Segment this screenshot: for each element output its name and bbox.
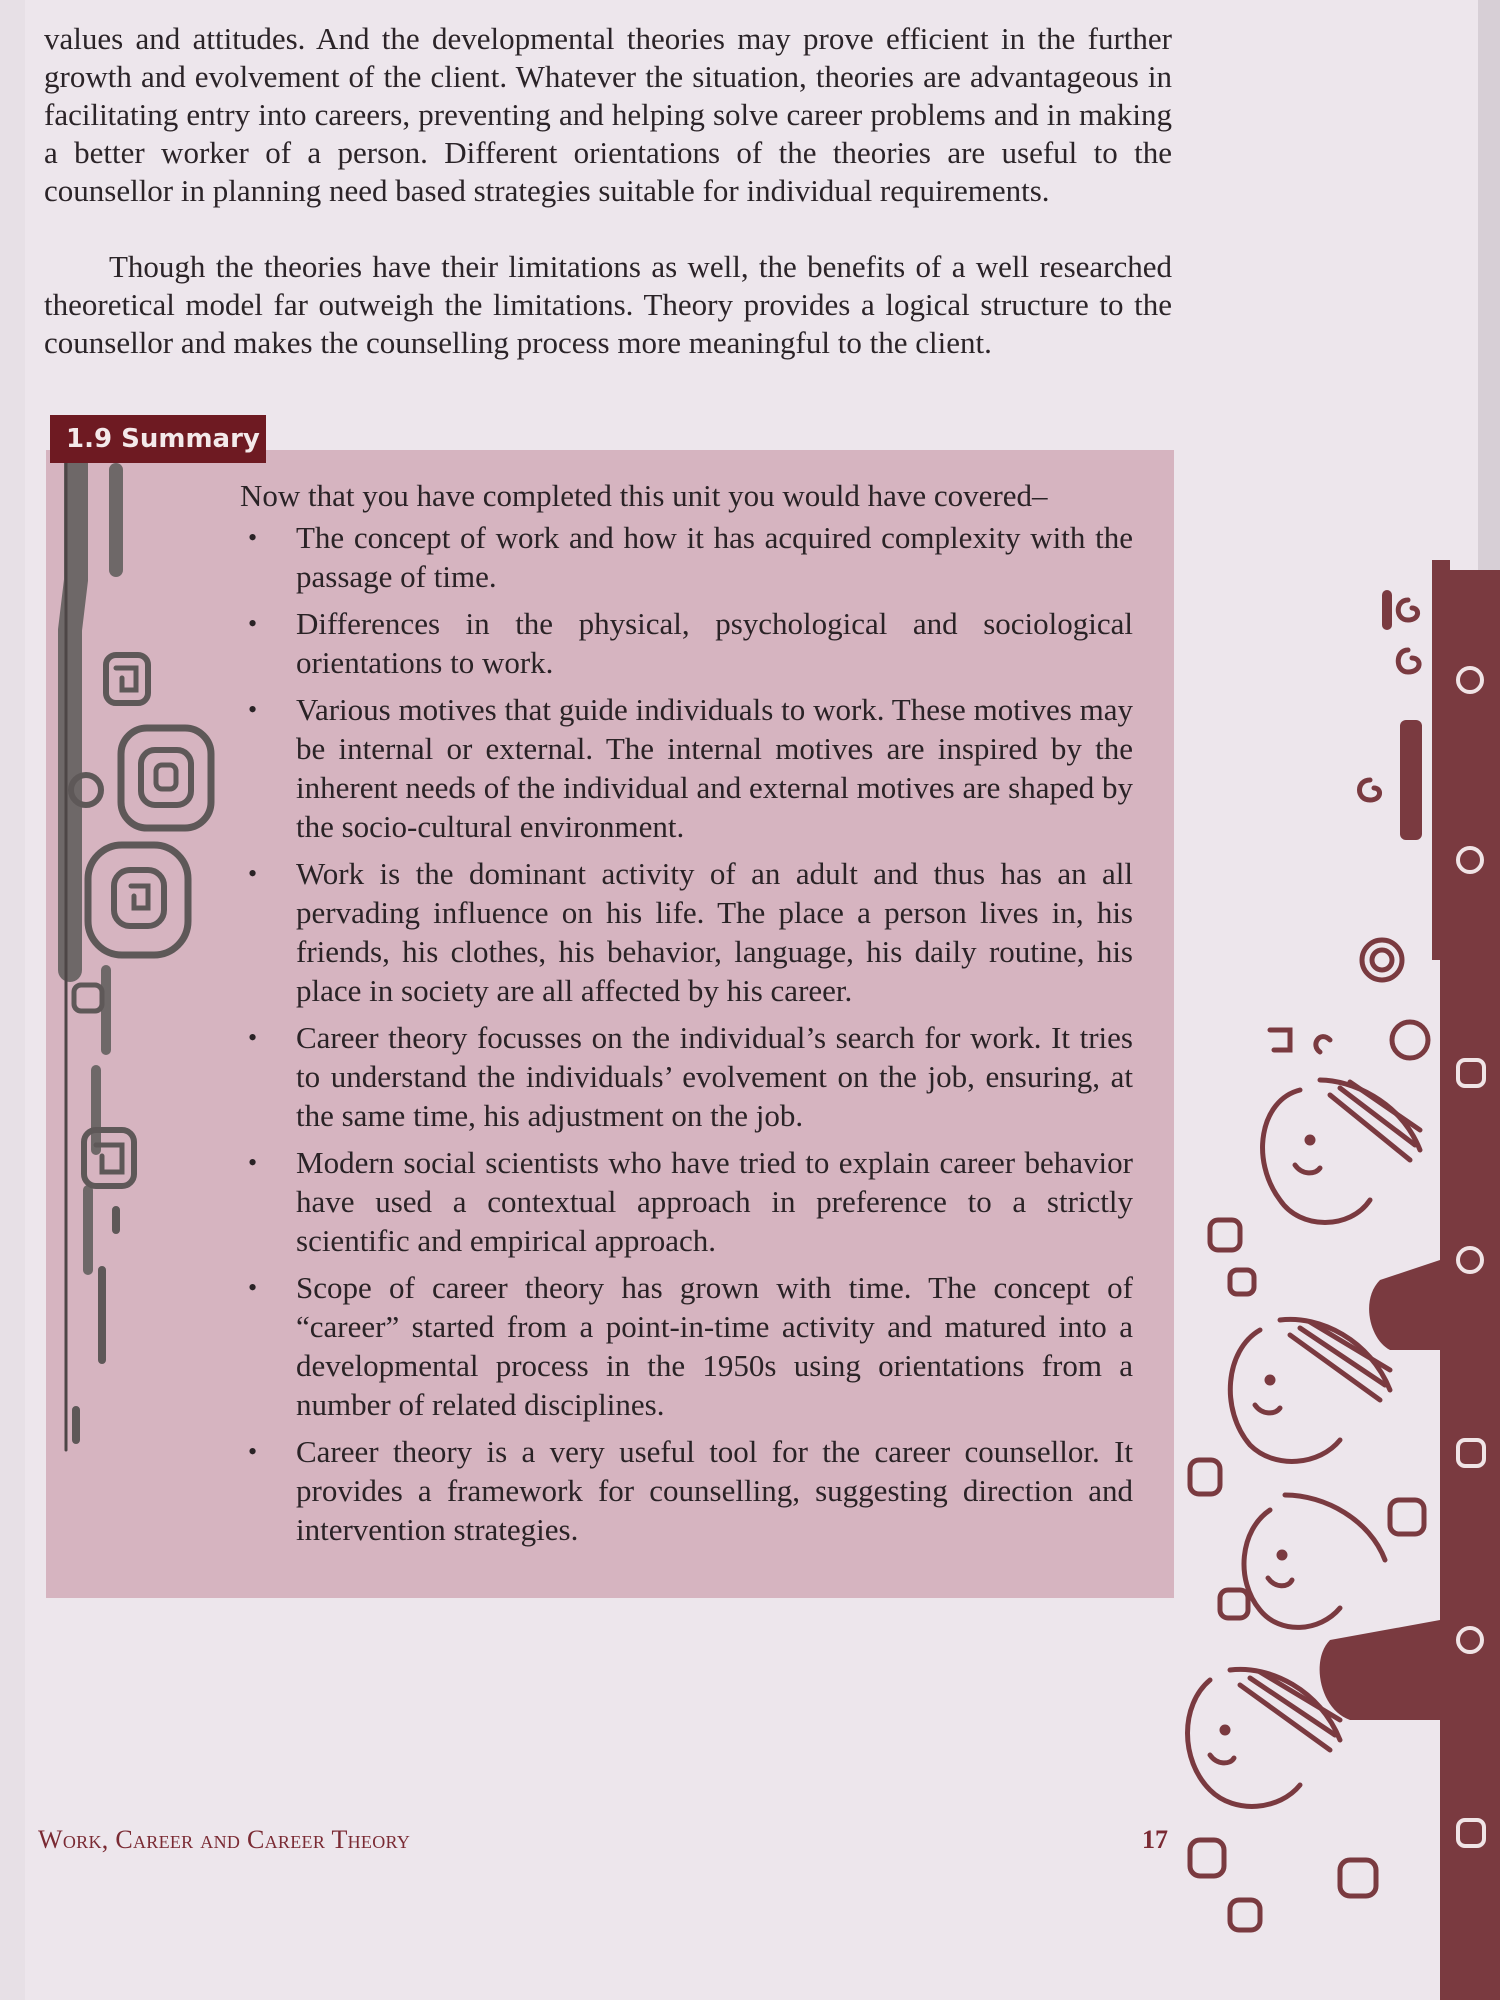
body-paragraph-1: values and attitudes. And the developmental theories may prove efficient in the further growth and evolvement of the client. Whatever the situation, theories are advantageous in facilitating entry into careers, preventing and helping solve career problems and in making a better worker of a person. Different orientations of the theories are useful to the counsellor in planning need based strategies suitable for individual requirements. <box>44 21 1172 208</box>
bullet: • <box>248 1148 258 1177</box>
bullet: • <box>248 695 258 724</box>
body-paragraph-2: Though the theories have their limitations as well, the benefits of a well researched theoretical model far outweigh the limitations. Theory provides a logical structure to the counsellor and makes the counselling process more meaningful to the client. <box>44 249 1172 360</box>
swirl-decoration-icon <box>46 450 246 1500</box>
list-item-text: The concept of work and how it has acquired complexity with the passage of time. <box>296 520 1133 594</box>
list-item-text: Career theory focusses on the individual’s search for work. It tries to understand the individuals’ evolvement on the job, ensuring, at the same time, his adjustment on the job. <box>296 1020 1133 1133</box>
bullet: • <box>248 859 258 888</box>
list-item-text: Differences in the physical, psychological and sociological orientations to work. <box>296 606 1133 680</box>
page-number: 17 <box>1142 1825 1168 1854</box>
list-item <box>238 604 1133 682</box>
running-footer-title: Work, Career and Career Theory <box>38 1825 411 1854</box>
bullet: • <box>248 523 258 552</box>
list-item <box>238 1268 1133 1424</box>
list-item-text: Scope of career theory has grown with time. The concept of “career” started from a point-in-time activity and matured into a developmental process in the 1950s using orientations from a number of related disciplines. <box>296 1270 1133 1422</box>
list-item <box>238 854 1133 1010</box>
bullet: • <box>248 1273 258 1302</box>
section-heading: 1.9 Summary <box>50 415 266 463</box>
list-item <box>238 690 1133 846</box>
list-item-text: Modern social scientists who have tried to explain career behavior have used a contextual approach in preference to a strictly scientific and empirical approach. <box>296 1145 1133 1258</box>
list-item <box>238 1143 1133 1260</box>
list-item <box>238 1432 1133 1549</box>
bullet: • <box>248 1023 258 1052</box>
list-item-text: Career theory is a very useful tool for the career counsellor. It provides a framework for counselling, suggesting direction and intervention strategies. <box>296 1434 1133 1547</box>
list-item <box>238 1018 1133 1135</box>
decorative-faces-border-icon <box>1170 560 1500 2000</box>
bullet: • <box>248 609 258 638</box>
list-item-text: Work is the dominant activity of an adult and thus has an all pervading influence on his life. The place a person lives in, his friends, his clothes, his behavior, language, his daily routine, his place in society are all affected by his career. <box>296 856 1133 1008</box>
summary-list <box>238 518 1133 1557</box>
summary-intro: Now that you have completed this unit you would have covered– <box>240 478 1048 513</box>
bullet: • <box>248 1437 258 1466</box>
list-item <box>238 518 1133 596</box>
list-item-text: Various motives that guide individuals to work. These motives may be internal or external. The internal motives are inspired by the inherent needs of the individual and external motives are shaped by the socio-cultural environment. <box>296 692 1133 844</box>
